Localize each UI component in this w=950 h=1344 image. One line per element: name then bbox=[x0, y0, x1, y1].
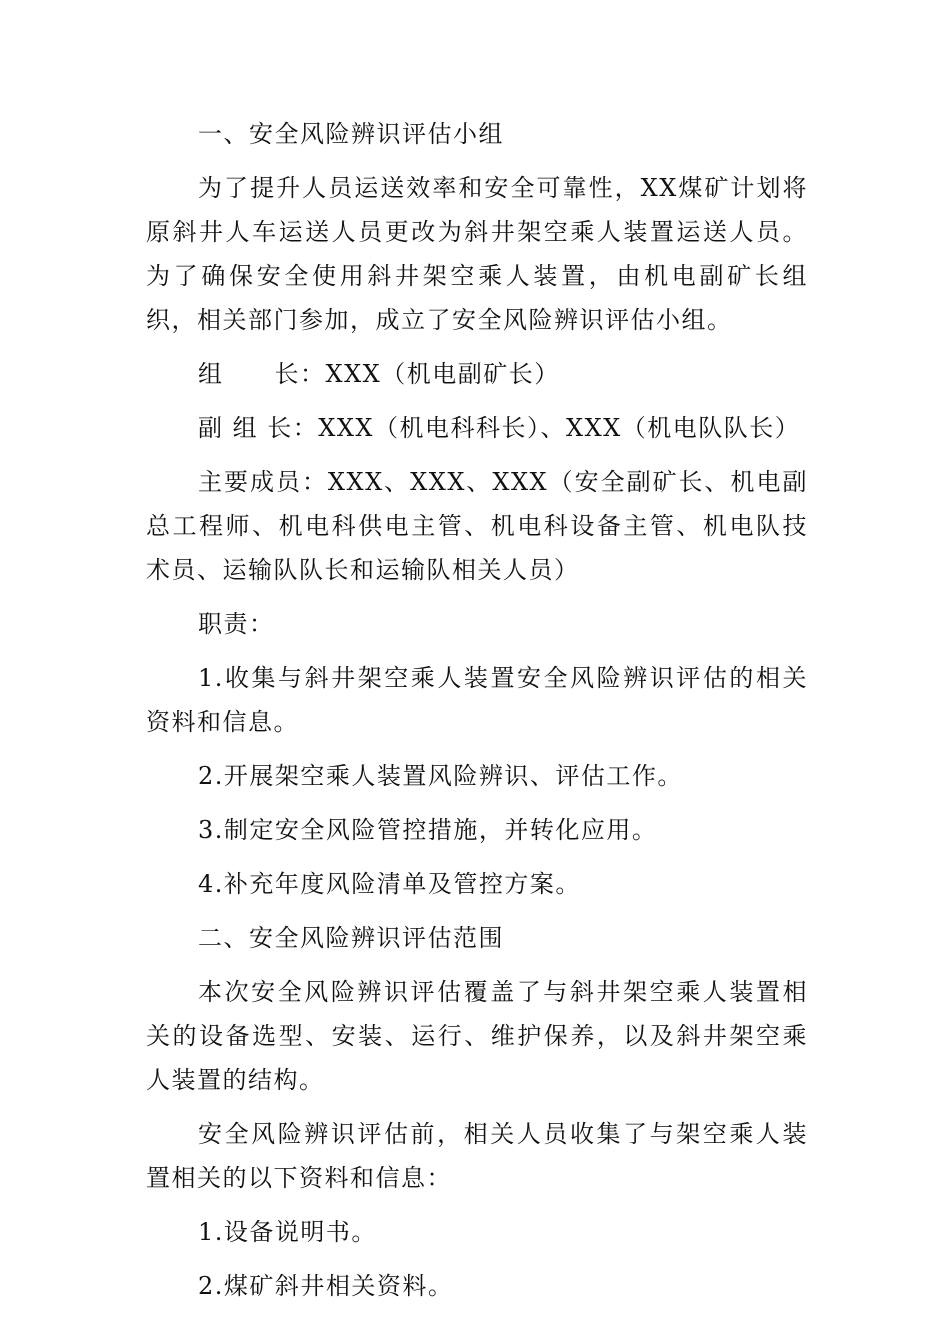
duty-item: 1.收集与斜井架空乘人装置安全风险辨识评估的相关资料和信息。 bbox=[146, 664, 808, 736]
section-heading-2: 二、安全风险辨识评估范围 bbox=[198, 924, 504, 952]
duty-item: 2.开展架空乘人装置风险辨识、评估工作。 bbox=[198, 762, 683, 790]
duty-item: 4.补充年度风险清单及管控方案。 bbox=[198, 870, 581, 898]
material-item: 1.设备说明书。 bbox=[198, 1218, 377, 1246]
paragraph-scope: 本次安全风险辨识评估覆盖了与斜井架空乘人装置相关的设备选型、安装、运行、维护保养，以及斜井架空乘人装置的结构。 bbox=[146, 978, 808, 1094]
duties-heading: 职责： bbox=[198, 610, 275, 638]
group-leader: 组 长：XXX（机电副矿长） bbox=[198, 360, 560, 388]
paragraph-purpose: 为了提升人员运送效率和安全可靠性，XX煤矿计划将原斜井人车运送人员更改为斜井架空乘人装置运送人员。为了确保安全使用斜井架空乘人装置，由机电副矿长组织，相关部门参加，成立了安全风险辨识评估小组。 bbox=[146, 174, 808, 334]
document-body bbox=[146, 112, 808, 1318]
main-members: 主要成员：XXX、XXX、XXX（安全副矿长、机电副总工程师、机电科供电主管、机电科设备主管、机电队技术员、运输队队长和运输队相关人员） bbox=[146, 468, 808, 584]
duty-item: 3.制定安全风险管控措施，并转化应用。 bbox=[198, 816, 658, 844]
section-heading-1: 一、安全风险辨识评估小组 bbox=[198, 120, 504, 148]
deputy-group-leader: 副 组 长：XXX（机电科科长）、XXX（机电队队长） bbox=[198, 414, 801, 442]
paragraph-materials: 安全风险辨识评估前，相关人员收集了与架空乘人装置相关的以下资料和信息： bbox=[146, 1120, 808, 1192]
material-item: 2.煤矿斜井相关资料。 bbox=[198, 1272, 454, 1300]
